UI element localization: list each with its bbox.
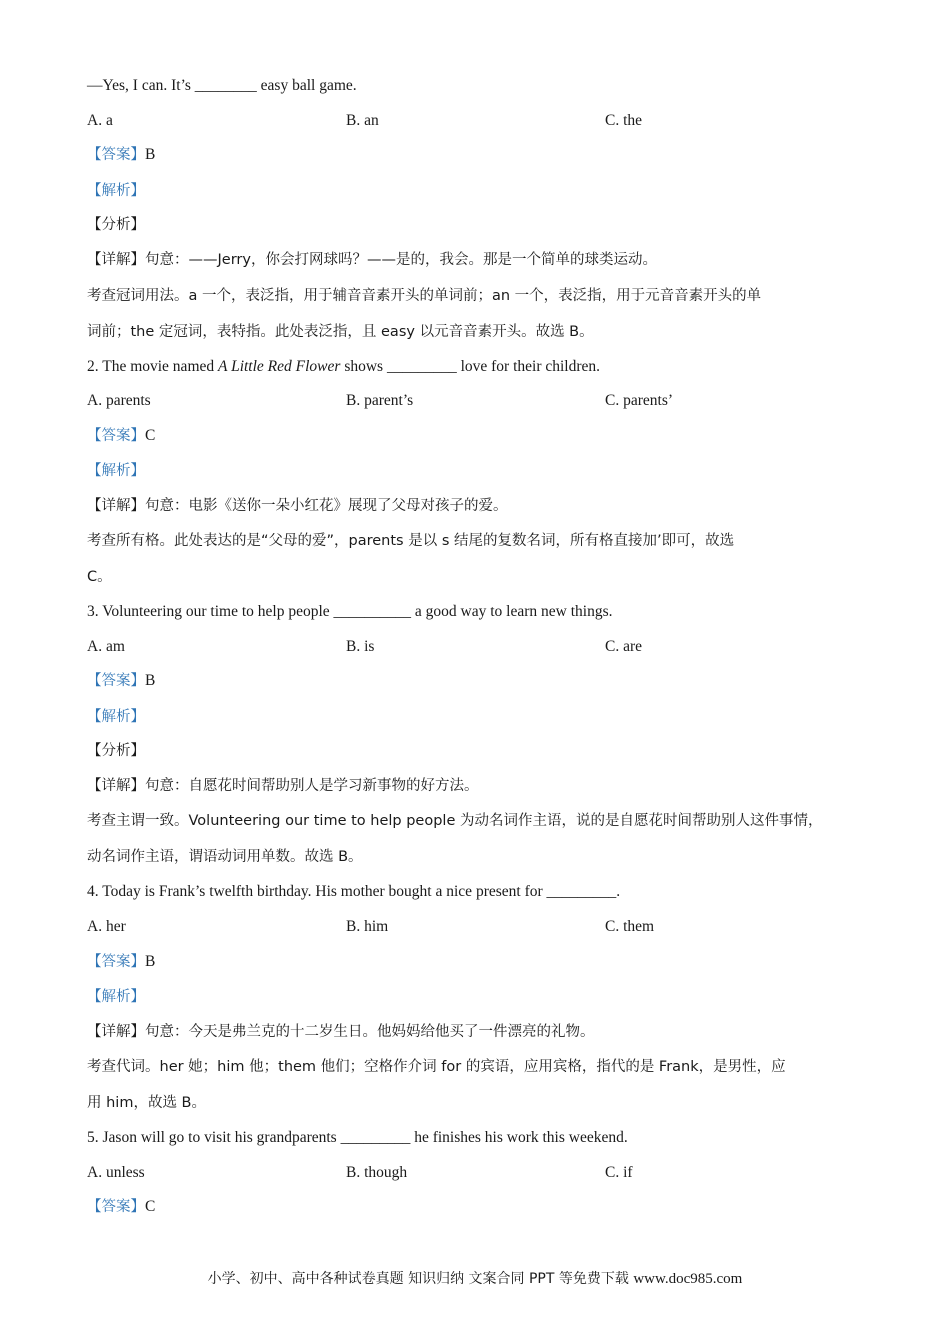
q1-option-a: A. a xyxy=(87,112,113,129)
q2-explain-1: 考查所有格。此处表达的是“父母的爱”，parents 是以 s 结尾的复数名词，所有格直接加’即可，故选 xyxy=(87,533,735,549)
q2-option-a: A. parents xyxy=(87,392,151,409)
q4-option-b: B. him xyxy=(346,918,389,935)
q2-analysis-label: 【解析】 xyxy=(87,463,145,479)
detail-label: 【详解】 xyxy=(87,778,145,794)
q4-detail xyxy=(87,1021,595,1043)
footer-text: 小学、初中、高中各种试卷真题 知识归纳 文案合同 PPT 等免费下载 xyxy=(207,1271,629,1287)
q1-analysis-label: 【解析】 xyxy=(87,183,145,199)
q2-option-c: C. parents’ xyxy=(605,392,674,409)
q4-option-a: A. her xyxy=(87,918,126,935)
q1-explain-2: 词前；the 定冠词，表特指。此处表泛指，且 easy 以元音音素开头。故选 B。 xyxy=(87,324,594,340)
q1-option-b: B. an xyxy=(346,112,379,129)
q5-option-a: A. unless xyxy=(87,1164,145,1181)
q3-option-a: A. am xyxy=(87,638,125,655)
detail-label: 【详解】 xyxy=(87,252,145,268)
q1-explain-1: 考查冠词用法。a 一个，表泛指，用于辅音音素开头的单词前；an 一个，表泛指，用于元音音素开头的单 xyxy=(87,288,762,304)
q4-stem: 4. Today is Frank’s twelfth birthday. His mother bought a nice present for _________. xyxy=(87,883,621,900)
q3-option-b: B. is xyxy=(346,638,375,655)
q5-answer xyxy=(87,1196,155,1218)
q3-stem: 3. Volunteering our time to help people __________ a good way to learn new things. xyxy=(87,603,613,620)
detail-text: 句意：今天是弗兰克的十二岁生日。他妈妈给他买了一件漂亮的礼物。 xyxy=(145,1024,595,1040)
q2-stem-title: A Little Red Flower xyxy=(218,358,341,375)
q1-fenxi-label: 【分析】 xyxy=(87,217,145,233)
q3-analysis-label: 【解析】 xyxy=(87,709,145,725)
q1-detail xyxy=(87,249,657,271)
answer-value: C xyxy=(145,1198,156,1215)
q2-explain-2: C。 xyxy=(87,569,112,585)
detail-text: 句意：自愿花时间帮助别人是学习新事物的好方法。 xyxy=(145,778,479,794)
answer-label: 【答案】 xyxy=(87,673,145,689)
answer-label: 【答案】 xyxy=(87,147,145,163)
q3-fenxi-label: 【分析】 xyxy=(87,743,145,759)
q4-analysis-label: 【解析】 xyxy=(87,989,145,1005)
answer-label: 【答案】 xyxy=(87,428,145,444)
q2-answer xyxy=(87,425,155,447)
q2-option-b: B. parent’s xyxy=(346,392,414,409)
q1-option-c: C. the xyxy=(605,112,643,129)
q2-detail xyxy=(87,495,508,517)
q4-option-c: C. them xyxy=(605,918,655,935)
q1-answer xyxy=(87,144,155,166)
q4-explain-1: 考查代词。her 她；him 他；them 他们；空格作介词 for 的宾语，应用宾格，指代的是 Frank，是男性，应 xyxy=(87,1059,786,1075)
detail-text: 句意：——Jerry，你会打网球吗？——是的，我会。那是一个简单的球类运动。 xyxy=(145,252,657,268)
q3-explain-2: 动名词作主语，谓语动词用单数。故选 B。 xyxy=(87,849,363,865)
answer-label: 【答案】 xyxy=(87,954,145,970)
q4-answer xyxy=(87,951,155,973)
q2-stem-pre: 2. The movie named xyxy=(87,358,219,375)
detail-text: 句意：电影《送你一朵小红花》展现了父母对孩子的爱。 xyxy=(145,498,508,514)
detail-label: 【详解】 xyxy=(87,498,145,514)
q4-explain-2: 用 him，故选 B。 xyxy=(87,1095,207,1111)
page-footer xyxy=(0,1268,950,1288)
footer-url[interactable]: www.doc985.com xyxy=(633,1271,743,1287)
q5-stem: 5. Jason will go to visit his grandparents _________ he finishes his work this weekend. xyxy=(87,1129,628,1146)
answer-value: B xyxy=(145,146,156,163)
answer-value: B xyxy=(145,953,156,970)
q1-stem: —Yes, I can. It’s ________ easy ball game. xyxy=(87,77,357,94)
q2-stem xyxy=(87,356,600,378)
q3-explain-1: 考查主谓一致。Volunteering our time to help people 为动名词作主语，说的是自愿花时间帮助别人这件事情， xyxy=(87,813,823,829)
answer-value: C xyxy=(145,427,156,444)
q5-option-c: C. if xyxy=(605,1164,633,1181)
answer-label: 【答案】 xyxy=(87,1199,145,1215)
q3-option-c: C. are xyxy=(605,638,643,655)
q3-answer xyxy=(87,670,155,692)
detail-label: 【详解】 xyxy=(87,1024,145,1040)
q3-detail xyxy=(87,775,479,797)
q2-stem-post: shows _________ love for their children. xyxy=(340,358,601,375)
q5-option-b: B. though xyxy=(346,1164,408,1181)
answer-value: B xyxy=(145,672,156,689)
